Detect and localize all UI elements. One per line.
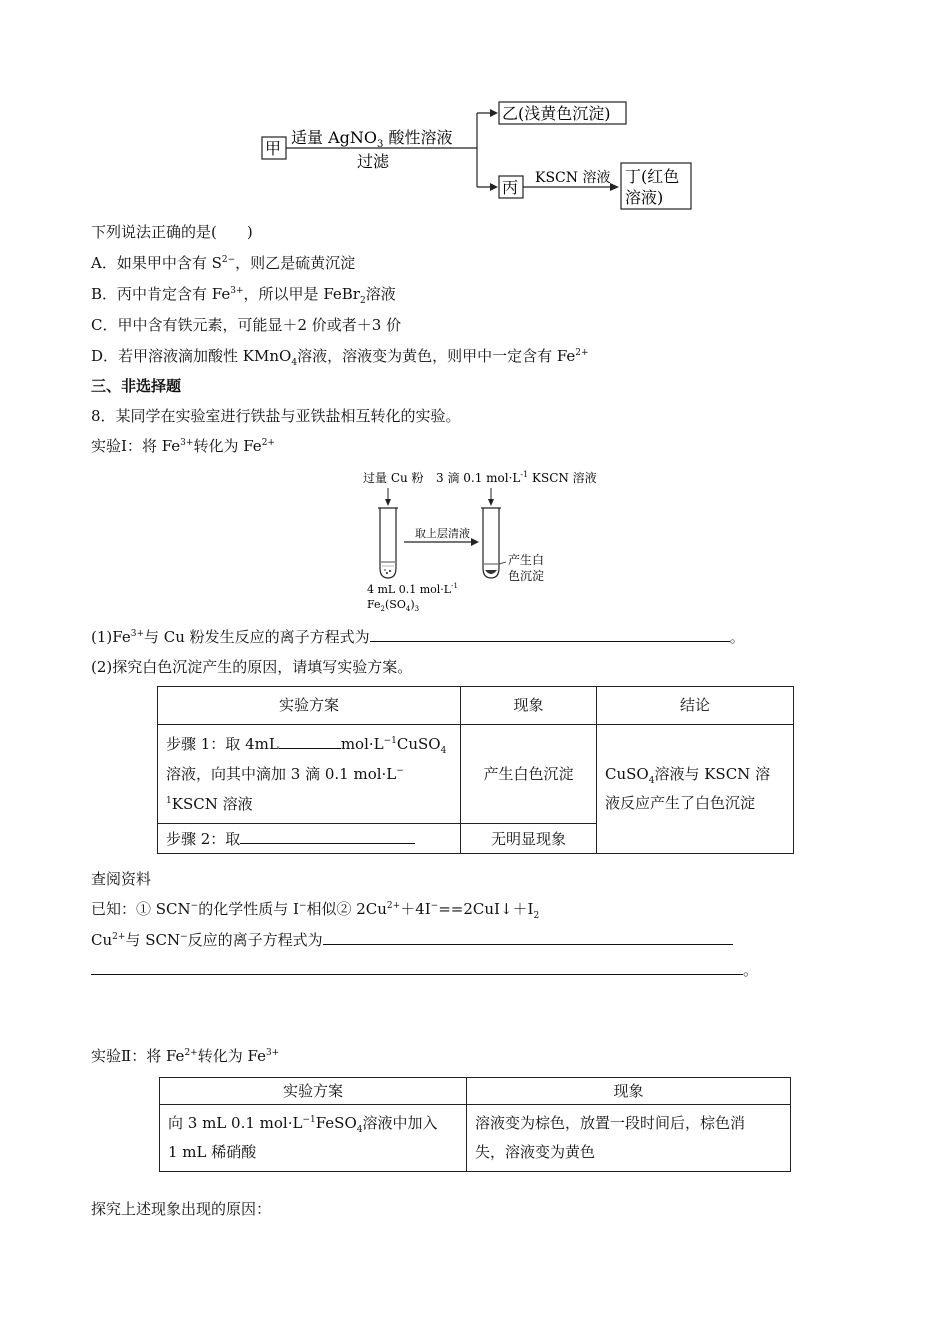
table1-header-plan: 实验方案 — [158, 687, 461, 725]
kscn-label: KSCN 溶液 — [535, 170, 611, 186]
table2-header-plan: 实验方案 — [160, 1078, 467, 1105]
filter-label: 过滤 — [357, 152, 390, 171]
flow-diagram — [255, 95, 705, 217]
section-heading: 三、非选择题 — [91, 377, 182, 395]
option-a[interactable]: A．如果甲中含有 $S^{2-}$，则乙是硫黄沉淀 — [91, 254, 356, 272]
ding-label-1: 丁(红色 — [625, 167, 680, 186]
question-stem: 下列说法正确的是( ) — [91, 223, 253, 241]
table1-phenomenon-2: 无明显现象 — [461, 824, 597, 854]
table1-header-conclusion: 结论 — [597, 687, 794, 725]
table2-plan: 向 3 mL 0.1 $mol\cdot L^{-1}FeSO_4$溶液中加入 1 mL 稀硝酸 — [160, 1105, 467, 1172]
table1-phenomenon-1: 产生白色沉淀 — [461, 725, 597, 824]
jia-label: 甲 — [265, 139, 282, 158]
cu-scn-equation: $Cu^{2+}$与 SCN−反应的离子方程式为 — [91, 929, 733, 950]
option-b[interactable]: B．丙中肯定含有 $Fe^{3+}$，所以甲是 FeBr$_2$溶液 — [91, 285, 396, 306]
continuation-line: 。 — [91, 959, 758, 980]
table1-header-phenomenon: 现象 — [461, 687, 597, 725]
kscn-drop-label: 3 滴 0.1 $mol\cdot L^{-1}$ KSCN 溶液 — [436, 470, 597, 485]
take-supernatant-label: 取上层清液 — [415, 527, 470, 540]
answer-blank-1[interactable] — [370, 626, 730, 642]
experiment-table-1 — [157, 686, 794, 854]
experiment-1-title: 实验Ⅰ：将 $Fe^{3+}$转化为 $Fe^{2+}$ — [91, 437, 275, 455]
tube-2 — [483, 508, 499, 578]
precipitate-label-1: 产生白 — [508, 553, 545, 567]
lookup-heading: 查阅资料 — [91, 870, 152, 888]
part-2: (2)探究白色沉淀产生的原因，请填写实验方案。 — [91, 658, 413, 676]
bing-label: 丙 — [502, 178, 519, 197]
table1-step2: 步骤 2：取 — [158, 824, 461, 854]
ding-label-2: 溶液) — [625, 188, 664, 207]
answer-blank-2[interactable] — [323, 929, 733, 945]
answer-blank-3[interactable] — [91, 959, 743, 975]
solution-label-2: $Fe_2(SO_4)_3$ — [367, 598, 420, 613]
solution-label-1: 4 mL 0.1 $mol\cdot L^{-1}$ — [367, 582, 458, 596]
q8-intro: 8．某同学在实验室进行铁盐与亚铁盐相互转化的实验。 — [91, 407, 461, 425]
experiment-2-title: 实验Ⅱ：将 $Fe^{2+}$转化为 $Fe^{3+}$ — [91, 1047, 280, 1065]
test-tube-figure — [360, 466, 600, 616]
table2-header-phenomenon: 现象 — [467, 1078, 791, 1105]
part-1: $(1)Fe^{3+}$与 Cu 粉发生反应的离子方程式为 。 — [91, 628, 745, 646]
table2-phenomenon: 溶液变为棕色，放置一段时间后，棕色消 失，溶液变为黄色 — [467, 1105, 791, 1172]
option-c[interactable]: C．甲中含有铁元素，可能显＋2 价或者＋3 价 — [91, 316, 402, 334]
table1-step1: 步骤 1：取 4mL $mol\cdot L^{-1}CuSO_4$ 溶液，向其中滴加 3 滴 0.1 mol·L− $^1$KSCN 溶液 — [158, 725, 461, 824]
explore-text: 探究上述现象出现的原因： — [91, 1200, 272, 1218]
known-info: 已知：① SCN−的化学性质与 I−相似② $2Cu^{2+}+4I^-==2CuI↓+I_2$ — [91, 900, 540, 921]
tube-1 — [380, 508, 396, 578]
precipitate-label-2: 色沉淀 — [508, 569, 545, 583]
option-d[interactable]: D．若甲溶液滴加酸性 KMnO$_4$溶液，溶液变为黄色，则甲中一定含有 $Fe^{2+}$ — [91, 347, 589, 368]
answer-blank-step2[interactable] — [240, 828, 415, 844]
experiment-table-2 — [159, 1077, 791, 1172]
cu-powder-label: 过量 Cu 粉 — [363, 471, 424, 485]
table1-conclusion: CuSO$_4$溶液与 KSCN 溶 液反应产生了白色沉淀 — [597, 725, 794, 854]
yi-label: 乙(浅黄色沉淀) — [502, 104, 611, 123]
answer-blank-step1[interactable] — [279, 733, 341, 749]
reagent-label: 适量 AgNO$_3$ 酸性溶液 — [291, 128, 453, 150]
